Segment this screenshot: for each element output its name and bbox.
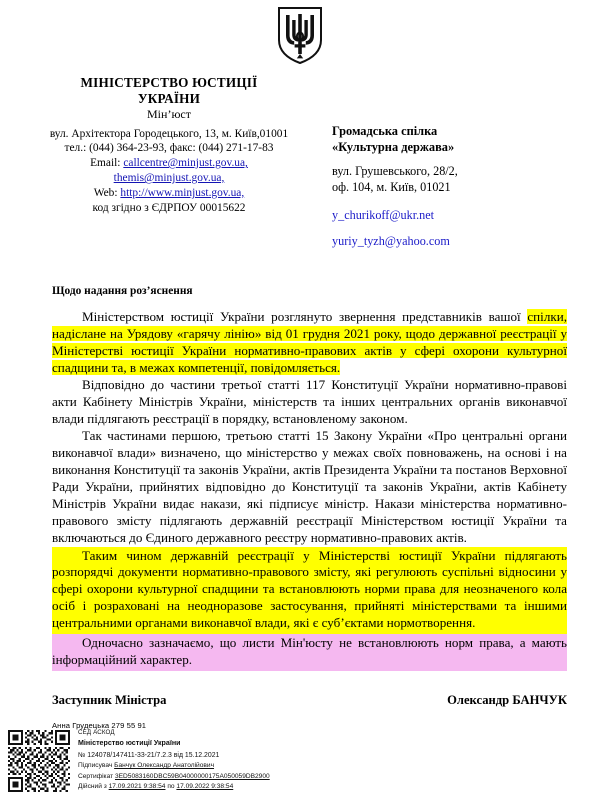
recipient-org-line1: Громадська спілка bbox=[332, 124, 438, 138]
recipient-block bbox=[332, 75, 567, 249]
stamp-validity-row bbox=[78, 782, 270, 793]
recipient-address-line1: вул. Грушевського, 28/2, bbox=[332, 164, 458, 179]
paragraph-1-highlighted-text: спілки, надіслане на Урядову «гарячу лінію» від 01 грудня 2021 року, щодо державної реєстрації у Міністерстві юстиції України нормативно-правових актів у сфері охорони культурної спадщини та, в межах компетенції, повідомляється. bbox=[52, 309, 567, 376]
signature-row bbox=[52, 693, 567, 708]
web-label: Web: bbox=[93, 186, 118, 199]
recipient-org-line2: «Культурна держава» bbox=[332, 140, 455, 155]
sender-address: вул. Архітектора Городецького, 13, м. Київ,01001 bbox=[49, 127, 289, 140]
recipient-email-1[interactable]: y_churikoff@ukr.net bbox=[332, 207, 435, 222]
digital-signature-stamp bbox=[8, 728, 270, 793]
recipient-address-line2: оф. 104, м. Київ, 01021 bbox=[332, 180, 451, 195]
ministry-name-line2: УКРАЇНИ bbox=[137, 90, 201, 106]
stamp-valid-label: Дійсний з bbox=[78, 783, 107, 791]
sender-email-1[interactable]: callcentre@minjust.gov.ua, bbox=[123, 157, 248, 170]
executor-contact: Анна Грудецька 279 55 91 bbox=[52, 721, 147, 731]
sender-email-line-2 bbox=[14, 171, 324, 186]
highlighted-block-pink bbox=[52, 634, 567, 671]
stamp-organization: Міністерство юстиції України bbox=[78, 739, 181, 748]
signer-name: Олександр БАНЧУК bbox=[447, 693, 567, 708]
stamp-document-number: № 124078/147411-33-21/7.2.3 від 15.12.2021 bbox=[78, 751, 220, 759]
stamp-valid-from: 17.09.2021 9:38:54 bbox=[108, 783, 166, 791]
ministry-short-name: Мін’юст bbox=[147, 107, 191, 122]
recipient-email-2[interactable]: yuriy_tyzh@yahoo.com bbox=[332, 234, 450, 249]
sender-edrpou-code: код згідно з ЄДРПОУ 00015622 bbox=[92, 201, 246, 214]
emblem-container bbox=[0, 0, 600, 69]
paragraph-1-plain-text: Міністерством юстиції України розглянуто звернення представників вашої bbox=[82, 309, 528, 325]
stamp-signer-name: Банчук Олександр Анатолійович bbox=[114, 761, 215, 769]
stamp-signer-row bbox=[78, 761, 270, 772]
paragraph-3: Так частинами першою, третьою статті 15 Закону України «Про центральні органи виконавчої влади» визначено, що міністерство у межах своїх повноважень, на основі і на виконання Конституції та законів України, актів Президента України та постанов Верховної Ради України, прийнятих відповідно до Конституції та законів України, актів Кабінету Міністрів України видає накази, які підписує міністр. Накази міністерства нормативно-правового змісту підлягають державній реєстрації Міністерством юстиції України та включаються до Єдиного державного реєстру нормативно-правових актів. bbox=[52, 427, 567, 545]
paragraph-1 bbox=[52, 309, 567, 377]
letter-body bbox=[0, 285, 600, 730]
ministry-name-line1: МІНІСТЕРСТВО ЮСТИЦІЇ bbox=[80, 75, 258, 90]
paragraph-2: Відповідно до частини третьої статті 117 Конституції України нормативно-правові акти Кабінету Міністрів України, міністерств та інших центральних органів виконавчої влади підлягають реєстрації в порядку, встановленому законом. bbox=[52, 376, 567, 426]
ukraine-trident-coat-of-arms-icon bbox=[277, 6, 323, 64]
sender-block bbox=[14, 75, 324, 215]
subject-line: Щодо надання роз’яснення bbox=[52, 285, 193, 298]
stamp-certificate-row bbox=[78, 772, 270, 783]
stamp-details bbox=[78, 728, 270, 793]
stamp-system-name: СЕД АСКОД bbox=[78, 729, 115, 737]
stamp-valid-mid: по bbox=[167, 783, 175, 791]
stamp-signer-label: Підписувач bbox=[78, 761, 113, 769]
sender-email-line-1 bbox=[14, 156, 324, 171]
paragraph-4: Таким чином державній реєстрації у Міністерстві юстиції України підлягають розпорядчі документи нормативно-правового змісту, які регулюють суспільні відносини у сфері охорони культурної спадщини та встановлюють норми права для неозначеного кола осіб і розраховані на неодноразове застосування, прийняті міністерствами та іншими центральними органами виконавчої влади, які є суб’єктами нормотворення. bbox=[52, 547, 567, 631]
email-label: Email: bbox=[90, 157, 121, 170]
qr-code-icon bbox=[8, 730, 70, 792]
highlighted-block-yellow bbox=[52, 547, 567, 635]
paragraph-5: Одночасно зазначаємо, що листи Мін'юсту не встановлюють норм права, а мають інформаційний характер. bbox=[52, 635, 567, 668]
sender-phones: тел.: (044) 364-23-93, факс: (044) 271-17-83 bbox=[64, 142, 274, 155]
sender-web-line bbox=[14, 186, 324, 201]
stamp-valid-to: 17.09.2022 9:38:54 bbox=[176, 783, 234, 791]
sender-website[interactable]: http://www.minjust.gov.ua, bbox=[120, 186, 245, 199]
stamp-certificate-value: 3ED5083160DBC59B04000000175A050059DB2900 bbox=[114, 772, 270, 780]
signer-position: Заступник Міністра bbox=[52, 693, 167, 708]
stamp-certificate-label: Сертифікат bbox=[78, 772, 114, 780]
letterhead bbox=[0, 69, 600, 249]
sender-email-2[interactable]: themis@minjust.gov.ua, bbox=[113, 172, 225, 184]
